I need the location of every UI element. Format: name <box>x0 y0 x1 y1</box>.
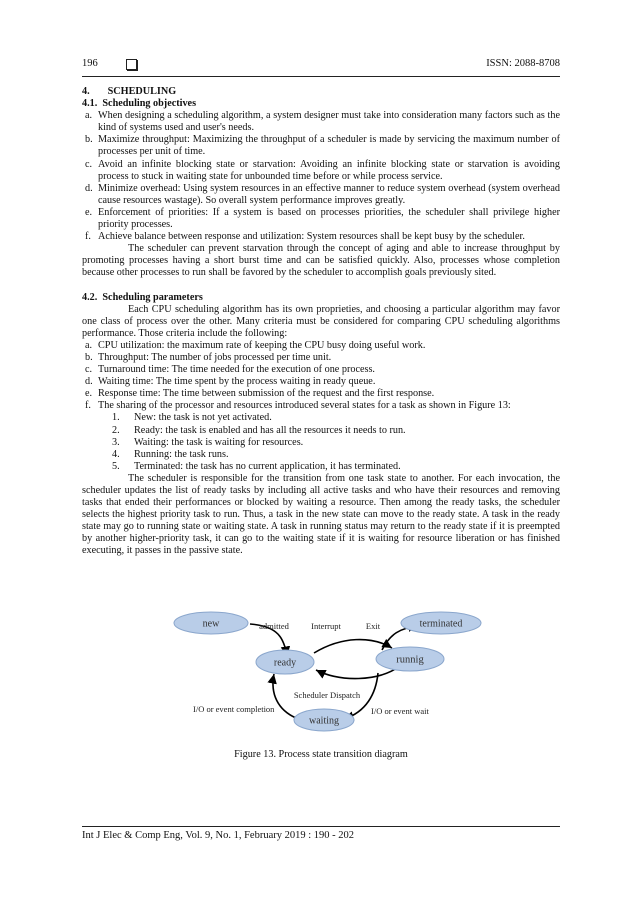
list-item: b. Maximize throughput: Maximizing the throughput of a scheduler is made by servicing the maximum number of processes per unit of time. <box>85 134 560 158</box>
running-footer: Int J Elec & Comp Eng, Vol. 9, No. 1, February 2019 : 190 - 202 <box>82 830 355 841</box>
label-interrupt: Interrupt <box>311 621 341 631</box>
label-admitted: admitted <box>259 621 289 631</box>
list-item: c. Turnaround time: The time needed for the execution of one process. <box>85 364 375 376</box>
state-transition-diagram <box>82 598 560 738</box>
numbered-item: 4. Running: the task runs. <box>112 448 229 460</box>
label-io-wait: I/O or event wait <box>371 706 429 716</box>
page-number: 196 <box>82 58 98 69</box>
numbered-item: 3. Waiting: the task is waiting for resources. <box>112 436 304 448</box>
label-dispatch: Scheduler Dispatch <box>293 690 361 700</box>
label-terminated: terminated <box>419 618 463 630</box>
paragraph: The scheduler is responsible for the transition from one task state to another. For each invocation, the scheduler updates the list of ready tasks by including all active tasks and who have their resources and removing tasks that ended their performances or blocked by waiting a resource. Then among the ready tasks, the scheduler selects the highest priority task to run. Thus, a task in the new state can move to the ready state. A task in the ready state may go to running state or waiting state. A task in running status may return to the ready state if it is preempted by another higher-priority task, it can go to the waiting state if it is waiting for resource liberation or has finished executing, it passes in the passive state. <box>82 472 560 557</box>
checkbox-glyph-icon <box>126 59 137 70</box>
arrow-dispatch <box>314 640 392 653</box>
list-item: e. Response time: The time between submission of the request and the first response. <box>85 388 435 400</box>
header-rule <box>82 76 560 77</box>
numbered-item: 1. New: the task is not yet activated. <box>112 412 272 424</box>
subsection-heading-objectives: 4.1. Scheduling objectives <box>82 98 197 110</box>
list-item: e. Enforcement of priorities: If a system is based on processes priorities, the scheduler shall privilege higher priority processes. <box>85 206 560 231</box>
label-waiting: waiting <box>309 715 339 727</box>
arrow-io-completion <box>273 674 296 718</box>
list-item: d. Waiting time: The time spent by the process waiting in ready queue. <box>85 376 376 388</box>
list-item: d. Minimize overhead: Using system resources in an effective manner to reduce system overhead (system overhead cause resources wastage). So overall system performance improves greatly. <box>85 182 560 206</box>
list-item: a. When designing a scheduling algorithm, a system designer must take into consideration many factors such as the kind of systems used and user's needs. <box>85 110 560 134</box>
paragraph: The scheduler can prevent starvation through the concept of aging and able to increase throughput by promoting processes having a short burst time and can be satisfied quickly. Also, processes whose completion because other processes to run shall be favored by the scheduler to accomplish goals previously sited. <box>82 243 560 279</box>
body-text <box>82 86 560 558</box>
label-running: runnig <box>396 654 424 666</box>
numbered-item: 2. Ready: the task is enabled and has all the resources it needs to run. <box>112 424 406 436</box>
label-new: new <box>202 618 220 630</box>
numbered-item: 5. Terminated: the task has no current application, it has terminated. <box>112 460 401 472</box>
list-item: f. The sharing of the processor and resources introduced several states for a task as shown in Figure 13: <box>85 400 511 412</box>
paragraph: Each CPU scheduling algorithm has its own proprieties, and choosing a particular algorithm may favor one class of process over the other. Many criteria must be considered for comparing CPU scheduling algorithms performance. Those criteria include the following: <box>82 303 560 339</box>
label-ready: ready <box>273 657 297 669</box>
list-item: c. Avoid an infinite blocking state or starvation: Avoiding an infinite blocking state or starvation is avoiding process to stuck in waiting state for unbounded time before or while process service. <box>85 158 560 182</box>
list-item: a. CPU utilization: the maximum rate of keeping the CPU busy doing useful work. <box>85 339 426 351</box>
list-item: f. Achieve balance between response and utilization: System resources shall be kept busy by the scheduler. <box>85 231 525 243</box>
figure-caption: Figure 13. Process state transition diagram <box>234 749 408 760</box>
subsection-heading-parameters: 4.2. Scheduling parameters <box>82 291 203 303</box>
section-heading: 4. SCHEDULING <box>82 86 177 97</box>
running-header <box>82 58 560 74</box>
label-io-completion: I/O or event completion <box>193 704 275 714</box>
footer-rule <box>82 826 560 827</box>
label-exit: Exit <box>365 621 381 631</box>
issn: ISSN: 2088-8708 <box>486 58 560 69</box>
list-item: b. Throughput: The number of jobs processed per time unit. <box>85 351 332 363</box>
